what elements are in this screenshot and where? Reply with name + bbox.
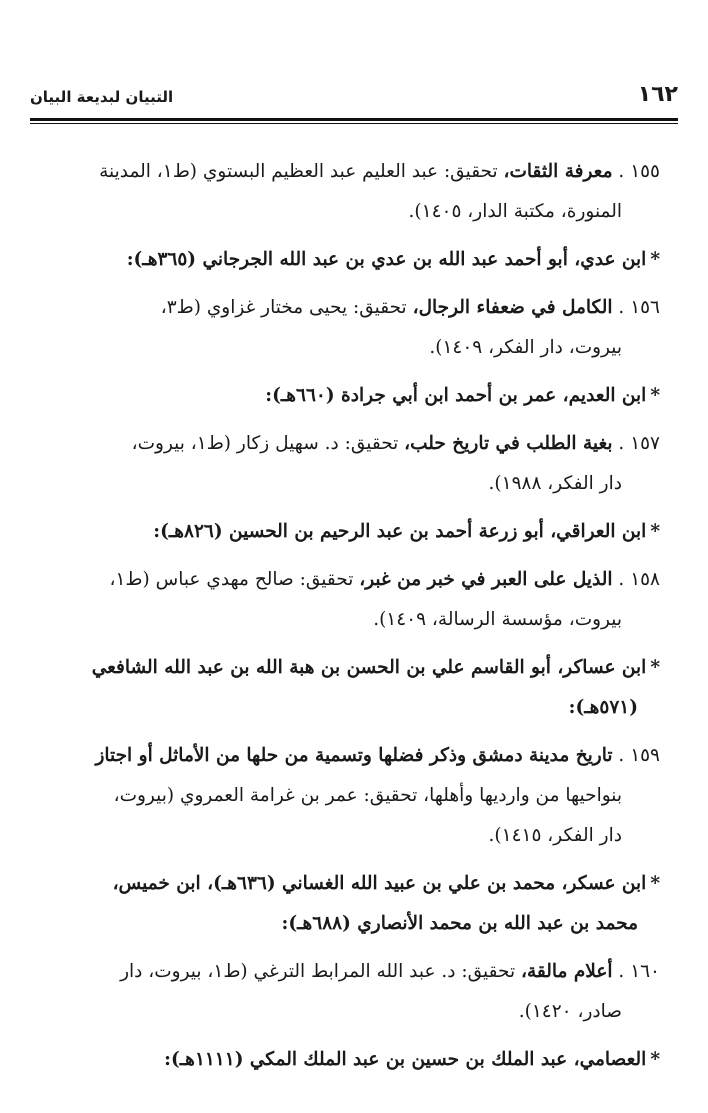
author-heading — [54, 648, 660, 728]
bibliography-list — [54, 152, 660, 1088]
author-heading — [54, 240, 660, 280]
entry-number: ١٥٨ . — [618, 569, 660, 590]
entry-details: تحقيق: عبد العليم عبد العظيم البستوي (ط١، المدينة — [99, 161, 504, 182]
author-name: العصامي، عبد الملك بن حسين بن عبد الملك المكي (١١١١هـ): — [164, 1049, 647, 1070]
entry-number: ١٥٥ . — [618, 161, 660, 182]
entry-details: تحقيق: د. سهيل زكار (ط١، بيروت، — [131, 433, 405, 454]
entry-number: ١٥٦ . — [618, 297, 660, 318]
entry-continuation: صادر، ١٤٢٠). — [518, 1001, 622, 1022]
running-title: التبيان لبديعة البيان — [30, 88, 174, 106]
work-title: الكامل في ضعفاء الرجال، — [412, 297, 613, 318]
entry-details: تحقيق: يحيى مختار غزاوي (ط٣، — [160, 297, 413, 318]
page-header — [30, 78, 678, 114]
work-title: بغية الطلب في تاريخ حلب، — [404, 433, 613, 454]
author-heading — [54, 864, 660, 944]
entry-continuation: بيروت، مؤسسة الرسالة، ١٤٠٩). — [373, 609, 622, 630]
work-title: تاريخ مدينة دمشق وذكر فضلها وتسمية من حلها من الأماثل أو اجتاز — [95, 745, 613, 766]
entry-155 — [54, 152, 660, 232]
author-name: ابن عسكر، محمد بن علي بن عبيد الله الغساني (٦٣٦هـ)، ابن خميس، — [112, 873, 647, 894]
entry-details: تحقيق: صالح مهدي عباس (ط١، — [109, 569, 360, 590]
entry-continuation: المنورة، مكتبة الدار، ١٤٠٥). — [408, 201, 622, 222]
entry-158 — [54, 560, 660, 640]
entry-continuation: دار الفكر، ١٩٨٨). — [488, 473, 622, 494]
entry-continuation-2: دار الفكر، ١٤١٥). — [488, 825, 622, 846]
entry-157 — [54, 424, 660, 504]
author-heading — [54, 376, 660, 416]
author-name: ابن العديم، عمر بن أحمد ابن أبي جرادة (٦٦٠هـ): — [265, 385, 647, 406]
entry-number: ١٥٩ . — [618, 745, 660, 766]
author-continuation: (٥٧١هـ): — [568, 697, 638, 718]
header-rule-thick — [30, 118, 678, 121]
star-bullet: * — [650, 249, 660, 270]
star-bullet: * — [650, 1049, 660, 1070]
entry-156 — [54, 288, 660, 368]
author-name: ابن عدي، أبو أحمد عبد الله بن عدي بن عبد الله الجرجاني (٣٦٥هـ): — [126, 249, 647, 270]
entry-details: تحقيق: د. عبد الله المرابط الترغي (ط١، بيروت، دار — [120, 961, 521, 982]
entry-continuation: بنواحيها من وارديها وأهلها، تحقيق: عمر بن غرامة العمروي (بيروت، — [113, 785, 622, 806]
page-number: ١٦٢ — [637, 82, 678, 107]
entry-number: ١٦٠ . — [618, 961, 660, 982]
star-bullet: * — [650, 385, 660, 406]
star-bullet: * — [650, 873, 660, 894]
star-bullet: * — [650, 657, 660, 678]
author-name: ابن العراقي، أبو زرعة أحمد بن عبد الرحيم بن الحسين (٨٢٦هـ): — [153, 521, 647, 542]
star-bullet: * — [650, 521, 660, 542]
entry-continuation: بيروت، دار الفكر، ١٤٠٩). — [429, 337, 622, 358]
entry-number: ١٥٧ . — [618, 433, 660, 454]
author-continuation: محمد بن عبد الله بن محمد الأنصاري (٦٨٨هـ): — [281, 913, 638, 934]
work-title: الذيل على العبر في خبر من غبر، — [359, 569, 613, 590]
work-title: أعلام مالقة، — [520, 961, 613, 982]
entry-159 — [54, 736, 660, 856]
author-name: ابن عساكر، أبو القاسم علي بن الحسن بن هبة الله بن عبد الله الشافعي — [91, 657, 647, 678]
work-title: معرفة الثقات، — [503, 161, 613, 182]
entry-160 — [54, 952, 660, 1032]
header-rule-thin — [30, 123, 678, 124]
author-heading — [54, 512, 660, 552]
author-heading — [54, 1040, 660, 1080]
